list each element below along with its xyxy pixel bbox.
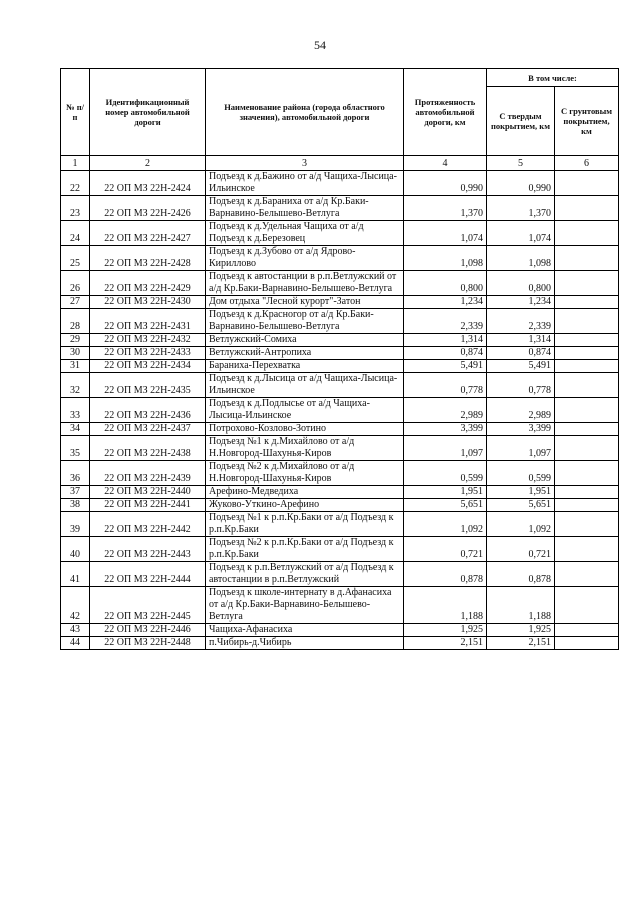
road-id: 22 ОП МЗ 22Н-2426 <box>90 196 206 221</box>
road-name: Подъезд №2 к р.п.Кр.Баки от а/д Подъезд к р.п.Кр.Баки <box>206 537 404 562</box>
row-number: 42 <box>61 587 90 624</box>
hard-surface-length: 2,151 <box>487 637 555 650</box>
road-id: 22 ОП МЗ 22Н-2430 <box>90 296 206 309</box>
table-row <box>61 271 619 296</box>
column-number: 2 <box>90 156 206 171</box>
road-id: 22 ОП МЗ 22Н-2424 <box>90 171 206 196</box>
hard-surface-length: 0,878 <box>487 562 555 587</box>
road-id: 22 ОП МЗ 22Н-2434 <box>90 360 206 373</box>
row-number: 23 <box>61 196 90 221</box>
table-row <box>61 486 619 499</box>
road-length: 1,925 <box>404 624 487 637</box>
row-number: 26 <box>61 271 90 296</box>
column-number: 5 <box>487 156 555 171</box>
road-name: Подъезд №1 к р.п.Кр.Баки от а/д Подъезд к р.п.Кр.Баки <box>206 512 404 537</box>
hard-surface-length: 0,990 <box>487 171 555 196</box>
hard-surface-length: 2,989 <box>487 398 555 423</box>
road-length: 0,721 <box>404 537 487 562</box>
hard-surface-length: 0,599 <box>487 461 555 486</box>
road-id: 22 ОП МЗ 22Н-2428 <box>90 246 206 271</box>
road-name: Ветлужский-Сомиха <box>206 334 404 347</box>
ground-surface-length <box>555 436 619 461</box>
ground-surface-length <box>555 373 619 398</box>
hard-surface-length: 1,370 <box>487 196 555 221</box>
road-length: 0,874 <box>404 347 487 360</box>
hard-surface-length: 3,399 <box>487 423 555 436</box>
road-name: Подъезд к д.Бажино от а/д Чащиха-Лысица-Ильинское <box>206 171 404 196</box>
road-name: Подъезд к д.Удельная Чащиха от а/д Подъезд к д.Березовец <box>206 221 404 246</box>
road-length: 0,800 <box>404 271 487 296</box>
ground-surface-length <box>555 171 619 196</box>
road-length: 1,092 <box>404 512 487 537</box>
ground-surface-length <box>555 587 619 624</box>
road-length: 2,989 <box>404 398 487 423</box>
road-id: 22 ОП МЗ 22Н-2443 <box>90 537 206 562</box>
road-id: 22 ОП МЗ 22Н-2440 <box>90 486 206 499</box>
ground-surface-length <box>555 309 619 334</box>
table-row <box>61 373 619 398</box>
row-number: 39 <box>61 512 90 537</box>
road-length: 5,651 <box>404 499 487 512</box>
hard-surface-length: 5,491 <box>487 360 555 373</box>
road-name: Подъезд №2 к д.Михайлово от а/д Н.Новгород-Шахунья-Киров <box>206 461 404 486</box>
hard-surface-length: 1,098 <box>487 246 555 271</box>
column-number: 6 <box>555 156 619 171</box>
table-row <box>61 196 619 221</box>
ground-surface-length <box>555 296 619 309</box>
row-number: 35 <box>61 436 90 461</box>
hard-surface-length: 1,234 <box>487 296 555 309</box>
row-number: 25 <box>61 246 90 271</box>
table-row <box>61 334 619 347</box>
road-name: Подъезд к д.Подлысье от а/д Чащиха-Лысица-Ильинское <box>206 398 404 423</box>
row-number: 30 <box>61 347 90 360</box>
header-hard: С твердым покрытием, км <box>487 87 555 156</box>
header-code: Идентификационный номер автомобильной дороги <box>90 69 206 156</box>
table-row <box>61 499 619 512</box>
ground-surface-length <box>555 562 619 587</box>
ground-surface-length <box>555 499 619 512</box>
row-number: 36 <box>61 461 90 486</box>
header-name: Наименование района (города областного значения), автомобильной дороги <box>206 69 404 156</box>
hard-surface-length: 1,092 <box>487 512 555 537</box>
row-number: 28 <box>61 309 90 334</box>
row-number: 43 <box>61 624 90 637</box>
column-numbers-row <box>61 156 619 171</box>
table-row <box>61 398 619 423</box>
road-name: Чащиха-Афанасиха <box>206 624 404 637</box>
table-row <box>61 436 619 461</box>
table-row <box>61 171 619 196</box>
table-row <box>61 296 619 309</box>
row-number: 33 <box>61 398 90 423</box>
hard-surface-length: 0,800 <box>487 271 555 296</box>
road-name: п.Чибирь-д.Чибирь <box>206 637 404 650</box>
table-row <box>61 221 619 246</box>
road-name: Арефино-Медведиха <box>206 486 404 499</box>
road-name: Подъезд №1 к д.Михайлово от а/д Н.Новгород-Шахунья-Киров <box>206 436 404 461</box>
road-length: 1,314 <box>404 334 487 347</box>
road-name: Бараниха-Перехватка <box>206 360 404 373</box>
road-id: 22 ОП МЗ 22Н-2446 <box>90 624 206 637</box>
table-row <box>61 360 619 373</box>
row-number: 27 <box>61 296 90 309</box>
road-name: Ветлужский-Антропиха <box>206 347 404 360</box>
hard-surface-length: 1,188 <box>487 587 555 624</box>
column-number: 3 <box>206 156 404 171</box>
road-id: 22 ОП МЗ 22Н-2433 <box>90 347 206 360</box>
ground-surface-length <box>555 196 619 221</box>
ground-surface-length <box>555 246 619 271</box>
row-number: 24 <box>61 221 90 246</box>
road-name: Подъезд к автостанции в р.п.Ветлужский от а/д Кр.Баки-Варнавино-Белышево-Ветлуга <box>206 271 404 296</box>
hard-surface-length: 0,721 <box>487 537 555 562</box>
column-number: 1 <box>61 156 90 171</box>
road-name: Жуково-Уткино-Арефино <box>206 499 404 512</box>
road-name: Дом отдыха "Лесной курорт"-Затон <box>206 296 404 309</box>
road-length: 1,097 <box>404 436 487 461</box>
table-row <box>61 512 619 537</box>
table-row <box>61 423 619 436</box>
road-length: 2,151 <box>404 637 487 650</box>
road-name: Подъезд к р.п.Ветлужский от а/д Подъезд к автостанции в р.п.Ветлужский <box>206 562 404 587</box>
ground-surface-length <box>555 486 619 499</box>
road-id: 22 ОП МЗ 22Н-2441 <box>90 499 206 512</box>
table-row <box>61 246 619 271</box>
header-length: Протяженность автомобильной дороги, км <box>404 69 487 156</box>
road-id: 22 ОП МЗ 22Н-2432 <box>90 334 206 347</box>
table-row <box>61 347 619 360</box>
row-number: 41 <box>61 562 90 587</box>
ground-surface-length <box>555 334 619 347</box>
row-number: 38 <box>61 499 90 512</box>
hard-surface-length: 5,651 <box>487 499 555 512</box>
hard-surface-length: 2,339 <box>487 309 555 334</box>
row-number: 44 <box>61 637 90 650</box>
ground-surface-length <box>555 423 619 436</box>
road-name: Подъезд к д.Красногор от а/д Кр.Баки-Варнавино-Белышево-Ветлуга <box>206 309 404 334</box>
road-length: 5,491 <box>404 360 487 373</box>
road-length: 1,098 <box>404 246 487 271</box>
row-number: 29 <box>61 334 90 347</box>
table-header <box>61 69 619 171</box>
ground-surface-length <box>555 347 619 360</box>
road-id: 22 ОП МЗ 22Н-2442 <box>90 512 206 537</box>
road-length: 1,188 <box>404 587 487 624</box>
road-id: 22 ОП МЗ 22Н-2429 <box>90 271 206 296</box>
road-id: 22 ОП МЗ 22Н-2431 <box>90 309 206 334</box>
ground-surface-length <box>555 624 619 637</box>
road-id: 22 ОП МЗ 22Н-2437 <box>90 423 206 436</box>
road-name: Подъезд к д.Бараниха от а/д Кр.Баки-Варнавино-Белышево-Ветлуга <box>206 196 404 221</box>
ground-surface-length <box>555 398 619 423</box>
table-row <box>61 562 619 587</box>
hard-surface-length: 1,951 <box>487 486 555 499</box>
ground-surface-length <box>555 512 619 537</box>
road-length: 1,234 <box>404 296 487 309</box>
hard-surface-length: 0,874 <box>487 347 555 360</box>
row-number: 37 <box>61 486 90 499</box>
ground-surface-length <box>555 271 619 296</box>
road-length: 0,990 <box>404 171 487 196</box>
table-row <box>61 461 619 486</box>
row-number: 40 <box>61 537 90 562</box>
table-row <box>61 624 619 637</box>
row-number: 32 <box>61 373 90 398</box>
hard-surface-length: 0,778 <box>487 373 555 398</box>
header-group: В том числе: <box>487 69 619 87</box>
road-id: 22 ОП МЗ 22Н-2448 <box>90 637 206 650</box>
table-body <box>61 171 619 650</box>
road-id: 22 ОП МЗ 22Н-2444 <box>90 562 206 587</box>
road-name: Подъезд к школе-интернату в д.Афанасиха от а/д Кр.Баки-Варнавино-Белышево-Ветлуга <box>206 587 404 624</box>
page-number: 54 <box>314 38 326 52</box>
road-id: 22 ОП МЗ 22Н-2445 <box>90 587 206 624</box>
road-id: 22 ОП МЗ 22Н-2439 <box>90 461 206 486</box>
ground-surface-length <box>555 537 619 562</box>
row-number: 22 <box>61 171 90 196</box>
road-length: 0,599 <box>404 461 487 486</box>
road-name: Потрохово-Козлово-Зотино <box>206 423 404 436</box>
road-name: Подъезд к д.Лысица от а/д Чащиха-Лысица-Ильинское <box>206 373 404 398</box>
road-length: 1,074 <box>404 221 487 246</box>
hard-surface-length: 1,074 <box>487 221 555 246</box>
road-length: 2,339 <box>404 309 487 334</box>
table-row <box>61 537 619 562</box>
ground-surface-length <box>555 461 619 486</box>
road-length: 1,951 <box>404 486 487 499</box>
road-id: 22 ОП МЗ 22Н-2438 <box>90 436 206 461</box>
header-ground: С грунтовым покрытием, км <box>555 87 619 156</box>
road-id: 22 ОП МЗ 22Н-2427 <box>90 221 206 246</box>
road-length: 0,878 <box>404 562 487 587</box>
ground-surface-length <box>555 637 619 650</box>
table-row <box>61 309 619 334</box>
road-length: 0,778 <box>404 373 487 398</box>
road-length: 3,399 <box>404 423 487 436</box>
row-number: 34 <box>61 423 90 436</box>
hard-surface-length: 1,925 <box>487 624 555 637</box>
table-row <box>61 637 619 650</box>
road-id: 22 ОП МЗ 22Н-2435 <box>90 373 206 398</box>
header-num: № п/п <box>61 69 90 156</box>
column-number: 4 <box>404 156 487 171</box>
table-row <box>61 587 619 624</box>
hard-surface-length: 1,314 <box>487 334 555 347</box>
road-name: Подъезд к д.Зубово от а/д Ядрово-Кириллово <box>206 246 404 271</box>
hard-surface-length: 1,097 <box>487 436 555 461</box>
ground-surface-length <box>555 360 619 373</box>
road-id: 22 ОП МЗ 22Н-2436 <box>90 398 206 423</box>
row-number: 31 <box>61 360 90 373</box>
roads-table <box>60 68 619 650</box>
road-length: 1,370 <box>404 196 487 221</box>
ground-surface-length <box>555 221 619 246</box>
